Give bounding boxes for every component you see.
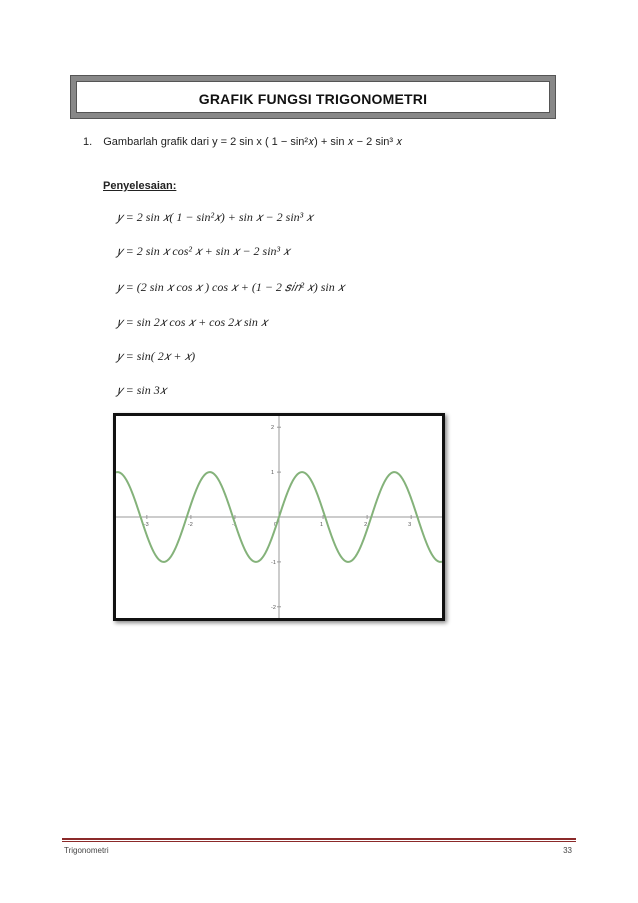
equation-line-2: 𝑦 = 2 sin 𝑥 cos² 𝑥 + sin 𝑥 − 2 sin³ 𝑥 bbox=[117, 244, 290, 258]
x-tick-label: 2 bbox=[364, 522, 368, 528]
y-tick-label: -1 bbox=[271, 559, 276, 566]
x-tick-label: -2 bbox=[187, 522, 193, 528]
footer-rule bbox=[62, 838, 576, 840]
problem-number: 1. bbox=[83, 136, 93, 148]
problem-statement bbox=[83, 136, 402, 149]
y-tick-label: -2 bbox=[271, 604, 276, 611]
page-title: GRAFIK FUNGSI TRIGONOMETRI bbox=[198, 91, 428, 107]
title-frame bbox=[70, 75, 556, 119]
title-inner bbox=[76, 81, 550, 113]
equation-line-5: 𝑦 = sin( 2𝑥 + 𝑥) bbox=[117, 349, 196, 363]
solution-heading: Penyelesaian: bbox=[103, 180, 177, 192]
footer-title: Trigonometri bbox=[64, 846, 109, 855]
sine-graph bbox=[116, 416, 442, 618]
page-number: 33 bbox=[563, 846, 572, 855]
graph-frame bbox=[113, 413, 445, 621]
x-tick-label: 3 bbox=[408, 522, 412, 528]
x-tick-label: -3 bbox=[143, 522, 149, 528]
y-tick-label: 2 bbox=[271, 425, 275, 432]
equation-line-4: 𝑦 = sin 2𝑥 cos 𝑥 + cos 2𝑥 sin 𝑥 bbox=[117, 315, 268, 329]
x-tick-label: 0 bbox=[274, 522, 278, 528]
x-tick-label: 1 bbox=[320, 522, 324, 528]
equation-line-1: 𝑦 = 2 sin 𝑥( 1 − sin²𝑥) + sin 𝑥 − 2 sin³ 𝑥 bbox=[117, 210, 313, 224]
problem-text: Gambarlah grafik dari y = 2 sin x ( 1 − sin²𝑥) + sin 𝑥 − 2 sin³ 𝑥 bbox=[103, 136, 403, 148]
x-tick-label: -1 bbox=[231, 522, 237, 528]
footer-rule-thin bbox=[62, 841, 576, 842]
y-tick-label: 1 bbox=[271, 470, 275, 477]
equation-line-3: 𝑦 = (2 sin 𝑥 cos 𝑥 ) cos 𝑥 + (1 − 2 𝑠𝑖𝑛² 𝑥) sin 𝑥 bbox=[117, 280, 345, 294]
equation-line-6: 𝑦 = sin 3𝑥 bbox=[117, 383, 167, 397]
